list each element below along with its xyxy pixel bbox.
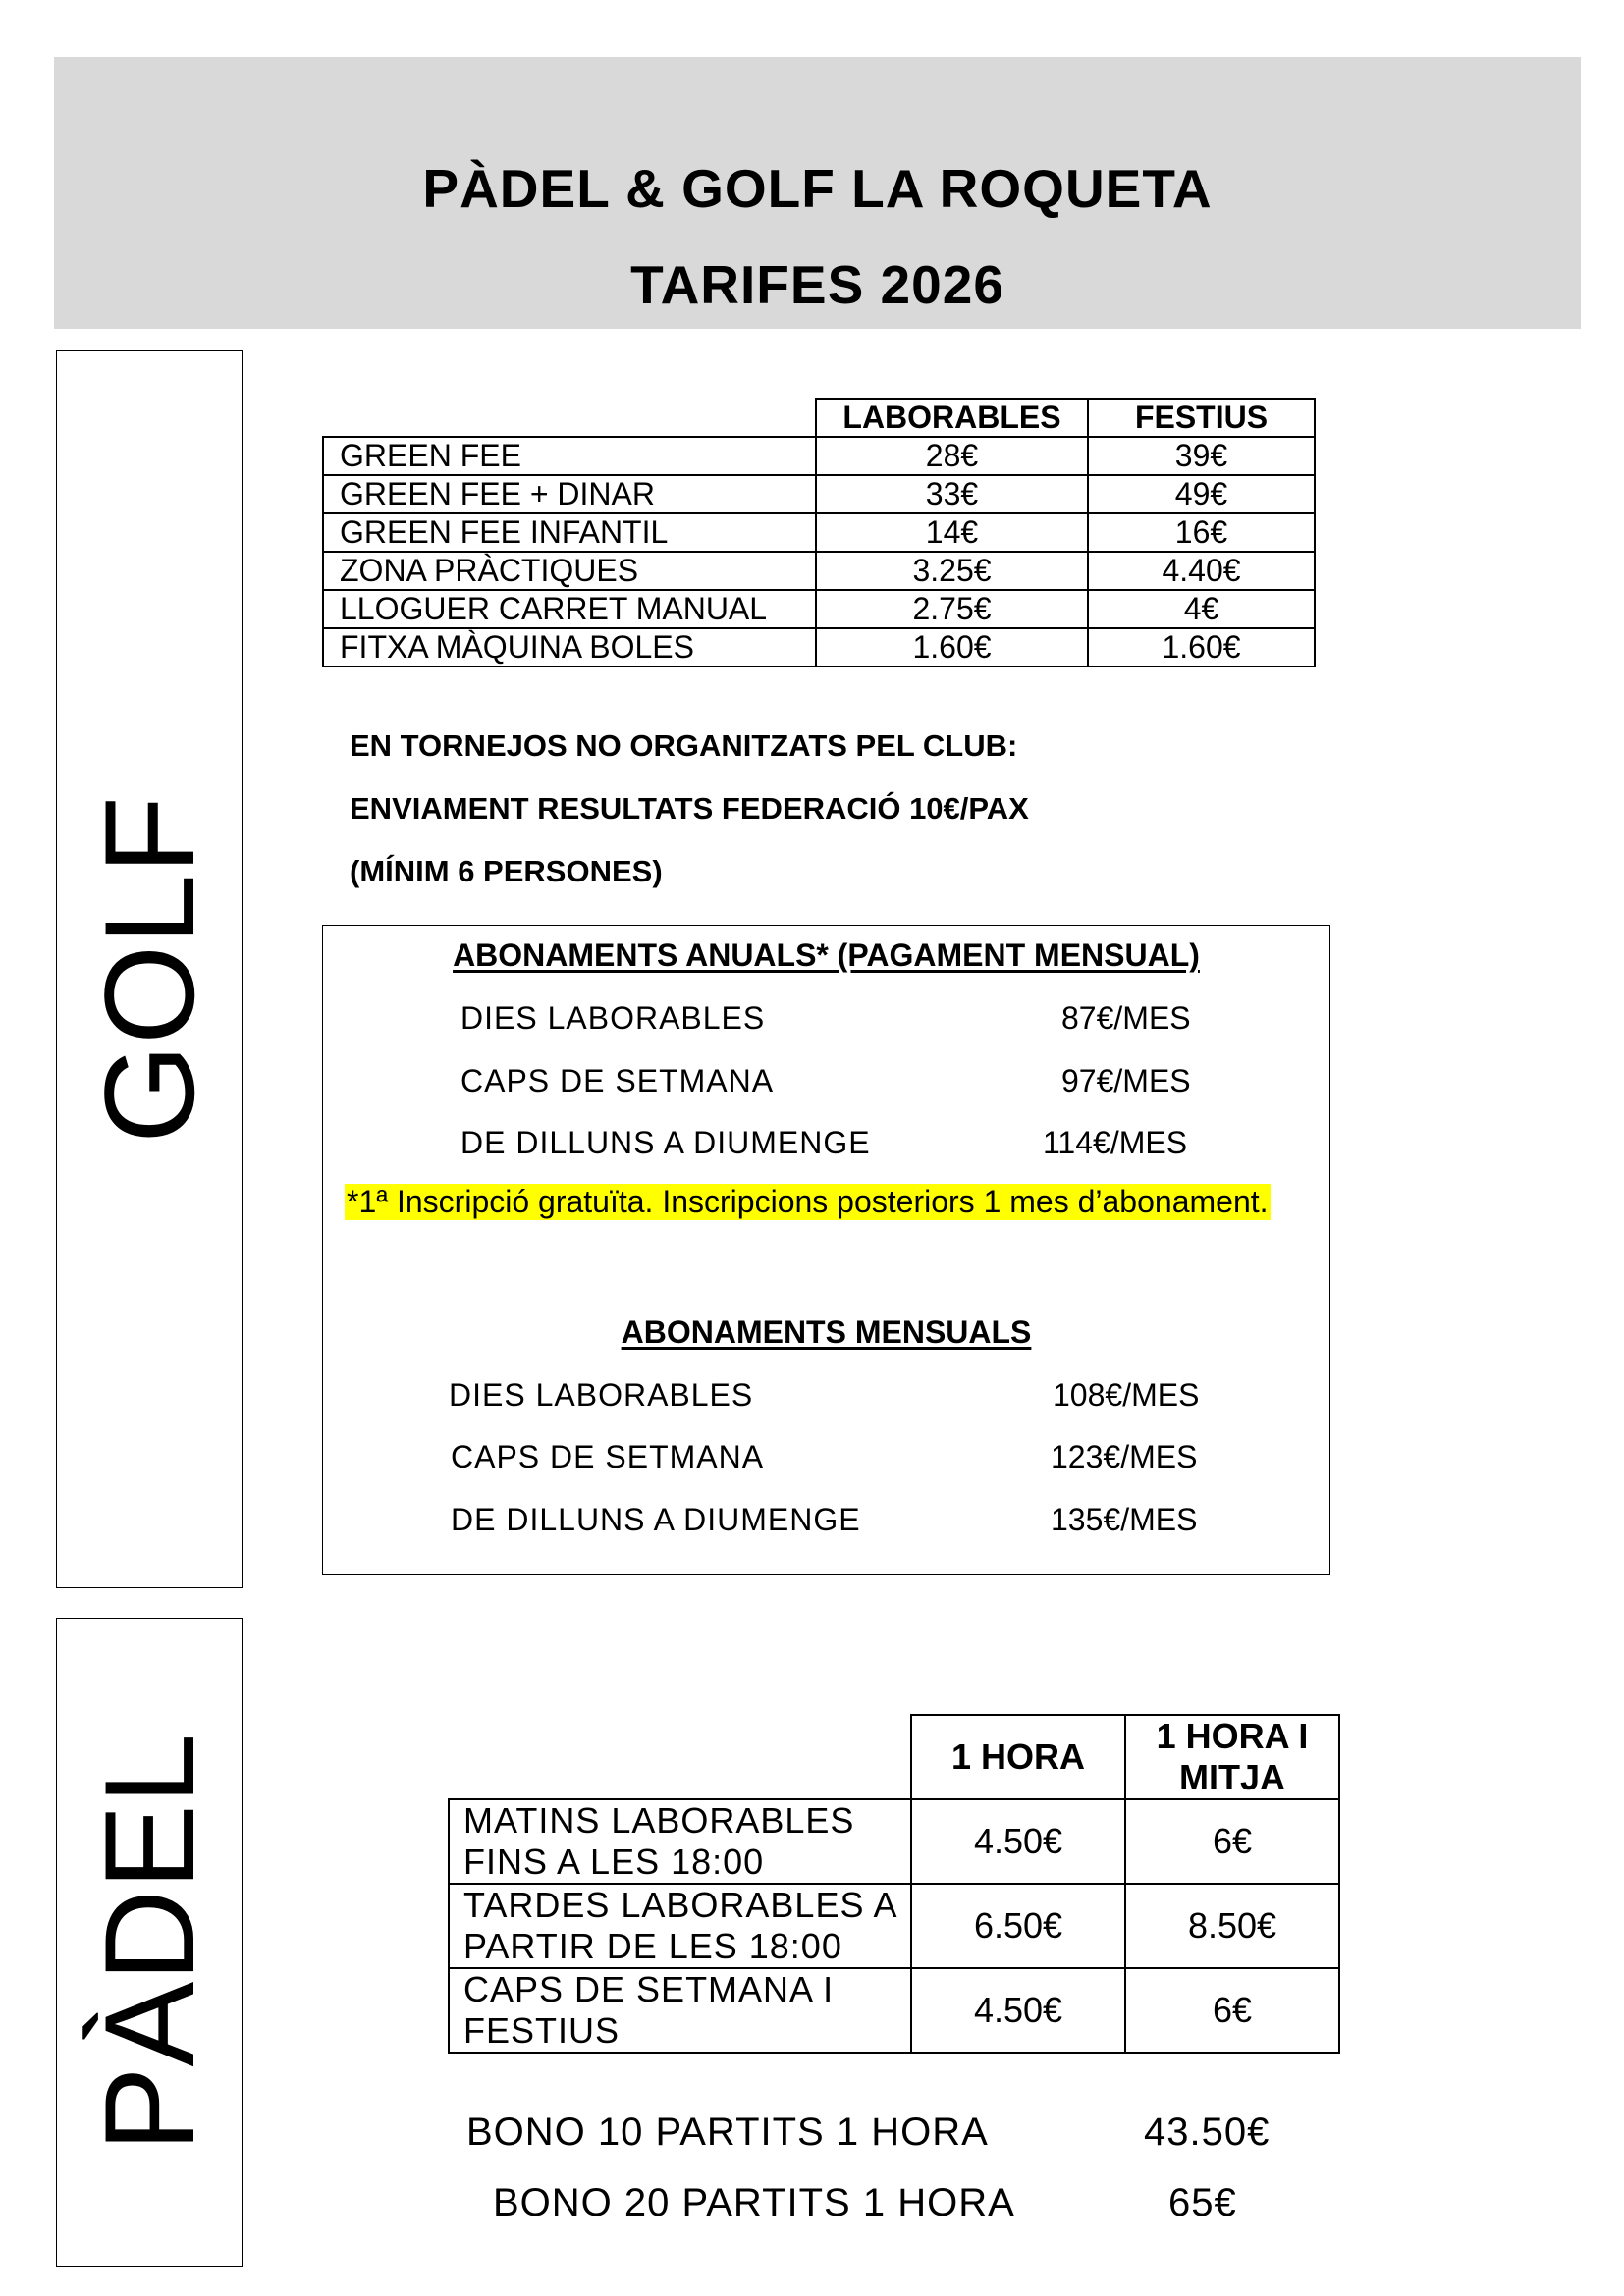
golf-row-festius: 49€ bbox=[1088, 475, 1315, 513]
golf-row-label: GREEN FEE + DINAR bbox=[323, 475, 816, 513]
mensual-item-label: DE DILLUNS A DIUMENGE bbox=[451, 1502, 861, 1537]
padel-row-1hora: 4.50€ bbox=[911, 1799, 1125, 1884]
table-row bbox=[323, 590, 1315, 628]
table-row bbox=[449, 1884, 1339, 1968]
mensual-item-price: 123€/MES bbox=[1051, 1439, 1198, 1474]
page-header bbox=[54, 57, 1581, 329]
golf-price-table bbox=[322, 398, 1316, 667]
golf-row-festius: 16€ bbox=[1088, 513, 1315, 552]
inscription-note: *1ª Inscripció gratuïta. Inscripcions posteriors 1 mes d’abonament. bbox=[347, 1184, 1269, 1219]
golf-row-label: GREEN FEE INFANTIL bbox=[323, 513, 816, 552]
padel-col-1hora-mitja: 1 HORA I MITJA bbox=[1125, 1715, 1339, 1799]
golf-row-festius: 4€ bbox=[1088, 590, 1315, 628]
abonaments-mensuals-title: ABONAMENTS MENSUALS bbox=[621, 1314, 1032, 1350]
tournament-note-line3: (MÍNIM 6 PERSONES) bbox=[350, 854, 663, 888]
golf-row-festius: 1.60€ bbox=[1088, 628, 1315, 667]
table-row bbox=[323, 552, 1315, 590]
anual-item-price: 87€/MES bbox=[1061, 1000, 1191, 1036]
tournament-note-line1: EN TORNEJOS NO ORGANITZATS PEL CLUB: bbox=[350, 728, 1018, 763]
table-row bbox=[449, 1968, 1339, 2053]
padel-label-text: PÀDEL bbox=[78, 1733, 221, 2152]
golf-row-laborables: 28€ bbox=[816, 437, 1088, 475]
bono-label: BONO 20 PARTITS 1 HORA bbox=[493, 2181, 1015, 2224]
golf-col-festius: FESTIUS bbox=[1088, 399, 1315, 437]
golf-label-text: GOLF bbox=[78, 795, 221, 1144]
padel-table-header bbox=[449, 1715, 1339, 1799]
bono-price: 65€ bbox=[1168, 2181, 1237, 2224]
golf-row-laborables: 3.25€ bbox=[816, 552, 1088, 590]
padel-col-1hora: 1 HORA bbox=[911, 1715, 1125, 1799]
golf-row-laborables: 2.75€ bbox=[816, 590, 1088, 628]
table-row bbox=[323, 475, 1315, 513]
golf-col-laborables: LABORABLES bbox=[816, 399, 1088, 437]
golf-row-laborables: 1.60€ bbox=[816, 628, 1088, 667]
golf-row-festius: 39€ bbox=[1088, 437, 1315, 475]
anual-item-label: DE DILLUNS A DIUMENGE bbox=[460, 1125, 871, 1160]
padel-header-empty bbox=[449, 1715, 911, 1799]
mensual-item-label: CAPS DE SETMANA bbox=[451, 1439, 765, 1474]
padel-row-label: CAPS DE SETMANA I FESTIUS bbox=[449, 1968, 911, 2053]
padel-row-label: MATINS LABORABLES FINS A LES 18:00 bbox=[449, 1799, 911, 1884]
golf-row-label: GREEN FEE bbox=[323, 437, 816, 475]
tournament-note-line2: ENVIAMENT RESULTATS FEDERACIÓ 10€/PAX bbox=[350, 791, 1029, 826]
mensual-item-price: 135€/MES bbox=[1051, 1502, 1198, 1537]
bono-label: BONO 10 PARTITS 1 HORA bbox=[466, 2110, 989, 2154]
padel-row-1hora-mitja: 6€ bbox=[1125, 1799, 1339, 1884]
anual-item-price: 114€/MES bbox=[1043, 1125, 1188, 1160]
padel-row-label: TARDES LABORABLES A PARTIR DE LES 18:00 bbox=[449, 1884, 911, 1968]
golf-section-label bbox=[56, 350, 243, 1588]
abonaments-box bbox=[322, 925, 1330, 1575]
page-title: PÀDEL & GOLF LA ROQUETA bbox=[422, 158, 1213, 219]
anual-item-label: DIES LABORABLES bbox=[460, 1000, 766, 1036]
padel-price-table bbox=[448, 1714, 1340, 2054]
anual-item-price: 97€/MES bbox=[1061, 1063, 1191, 1098]
golf-row-label: FITXA MÀQUINA BOLES bbox=[323, 628, 816, 667]
golf-row-label: ZONA PRÀCTIQUES bbox=[323, 552, 816, 590]
table-row bbox=[449, 1799, 1339, 1884]
golf-row-label: LLOGUER CARRET MANUAL bbox=[323, 590, 816, 628]
padel-section-label bbox=[56, 1618, 243, 2267]
anual-item-label: CAPS DE SETMANA bbox=[460, 1063, 775, 1098]
padel-row-1hora: 4.50€ bbox=[911, 1968, 1125, 2053]
table-row bbox=[323, 628, 1315, 667]
page-subtitle: TARIFES 2026 bbox=[630, 254, 1004, 315]
golf-header-empty bbox=[323, 399, 816, 437]
mensual-item-label: DIES LABORABLES bbox=[449, 1377, 754, 1413]
golf-row-festius: 4.40€ bbox=[1088, 552, 1315, 590]
golf-row-laborables: 33€ bbox=[816, 475, 1088, 513]
bono-price: 43.50€ bbox=[1144, 2110, 1271, 2154]
table-row bbox=[323, 513, 1315, 552]
abonaments-anuals-title: ABONAMENTS ANUALS* (PAGAMENT MENSUAL) bbox=[453, 937, 1200, 973]
padel-row-1hora-mitja: 6€ bbox=[1125, 1968, 1339, 2053]
padel-row-1hora: 6.50€ bbox=[911, 1884, 1125, 1968]
golf-row-laborables: 14€ bbox=[816, 513, 1088, 552]
mensual-item-price: 108€/MES bbox=[1053, 1377, 1200, 1413]
table-row bbox=[323, 437, 1315, 475]
golf-table-header bbox=[323, 399, 1315, 437]
padel-row-1hora-mitja: 8.50€ bbox=[1125, 1884, 1339, 1968]
